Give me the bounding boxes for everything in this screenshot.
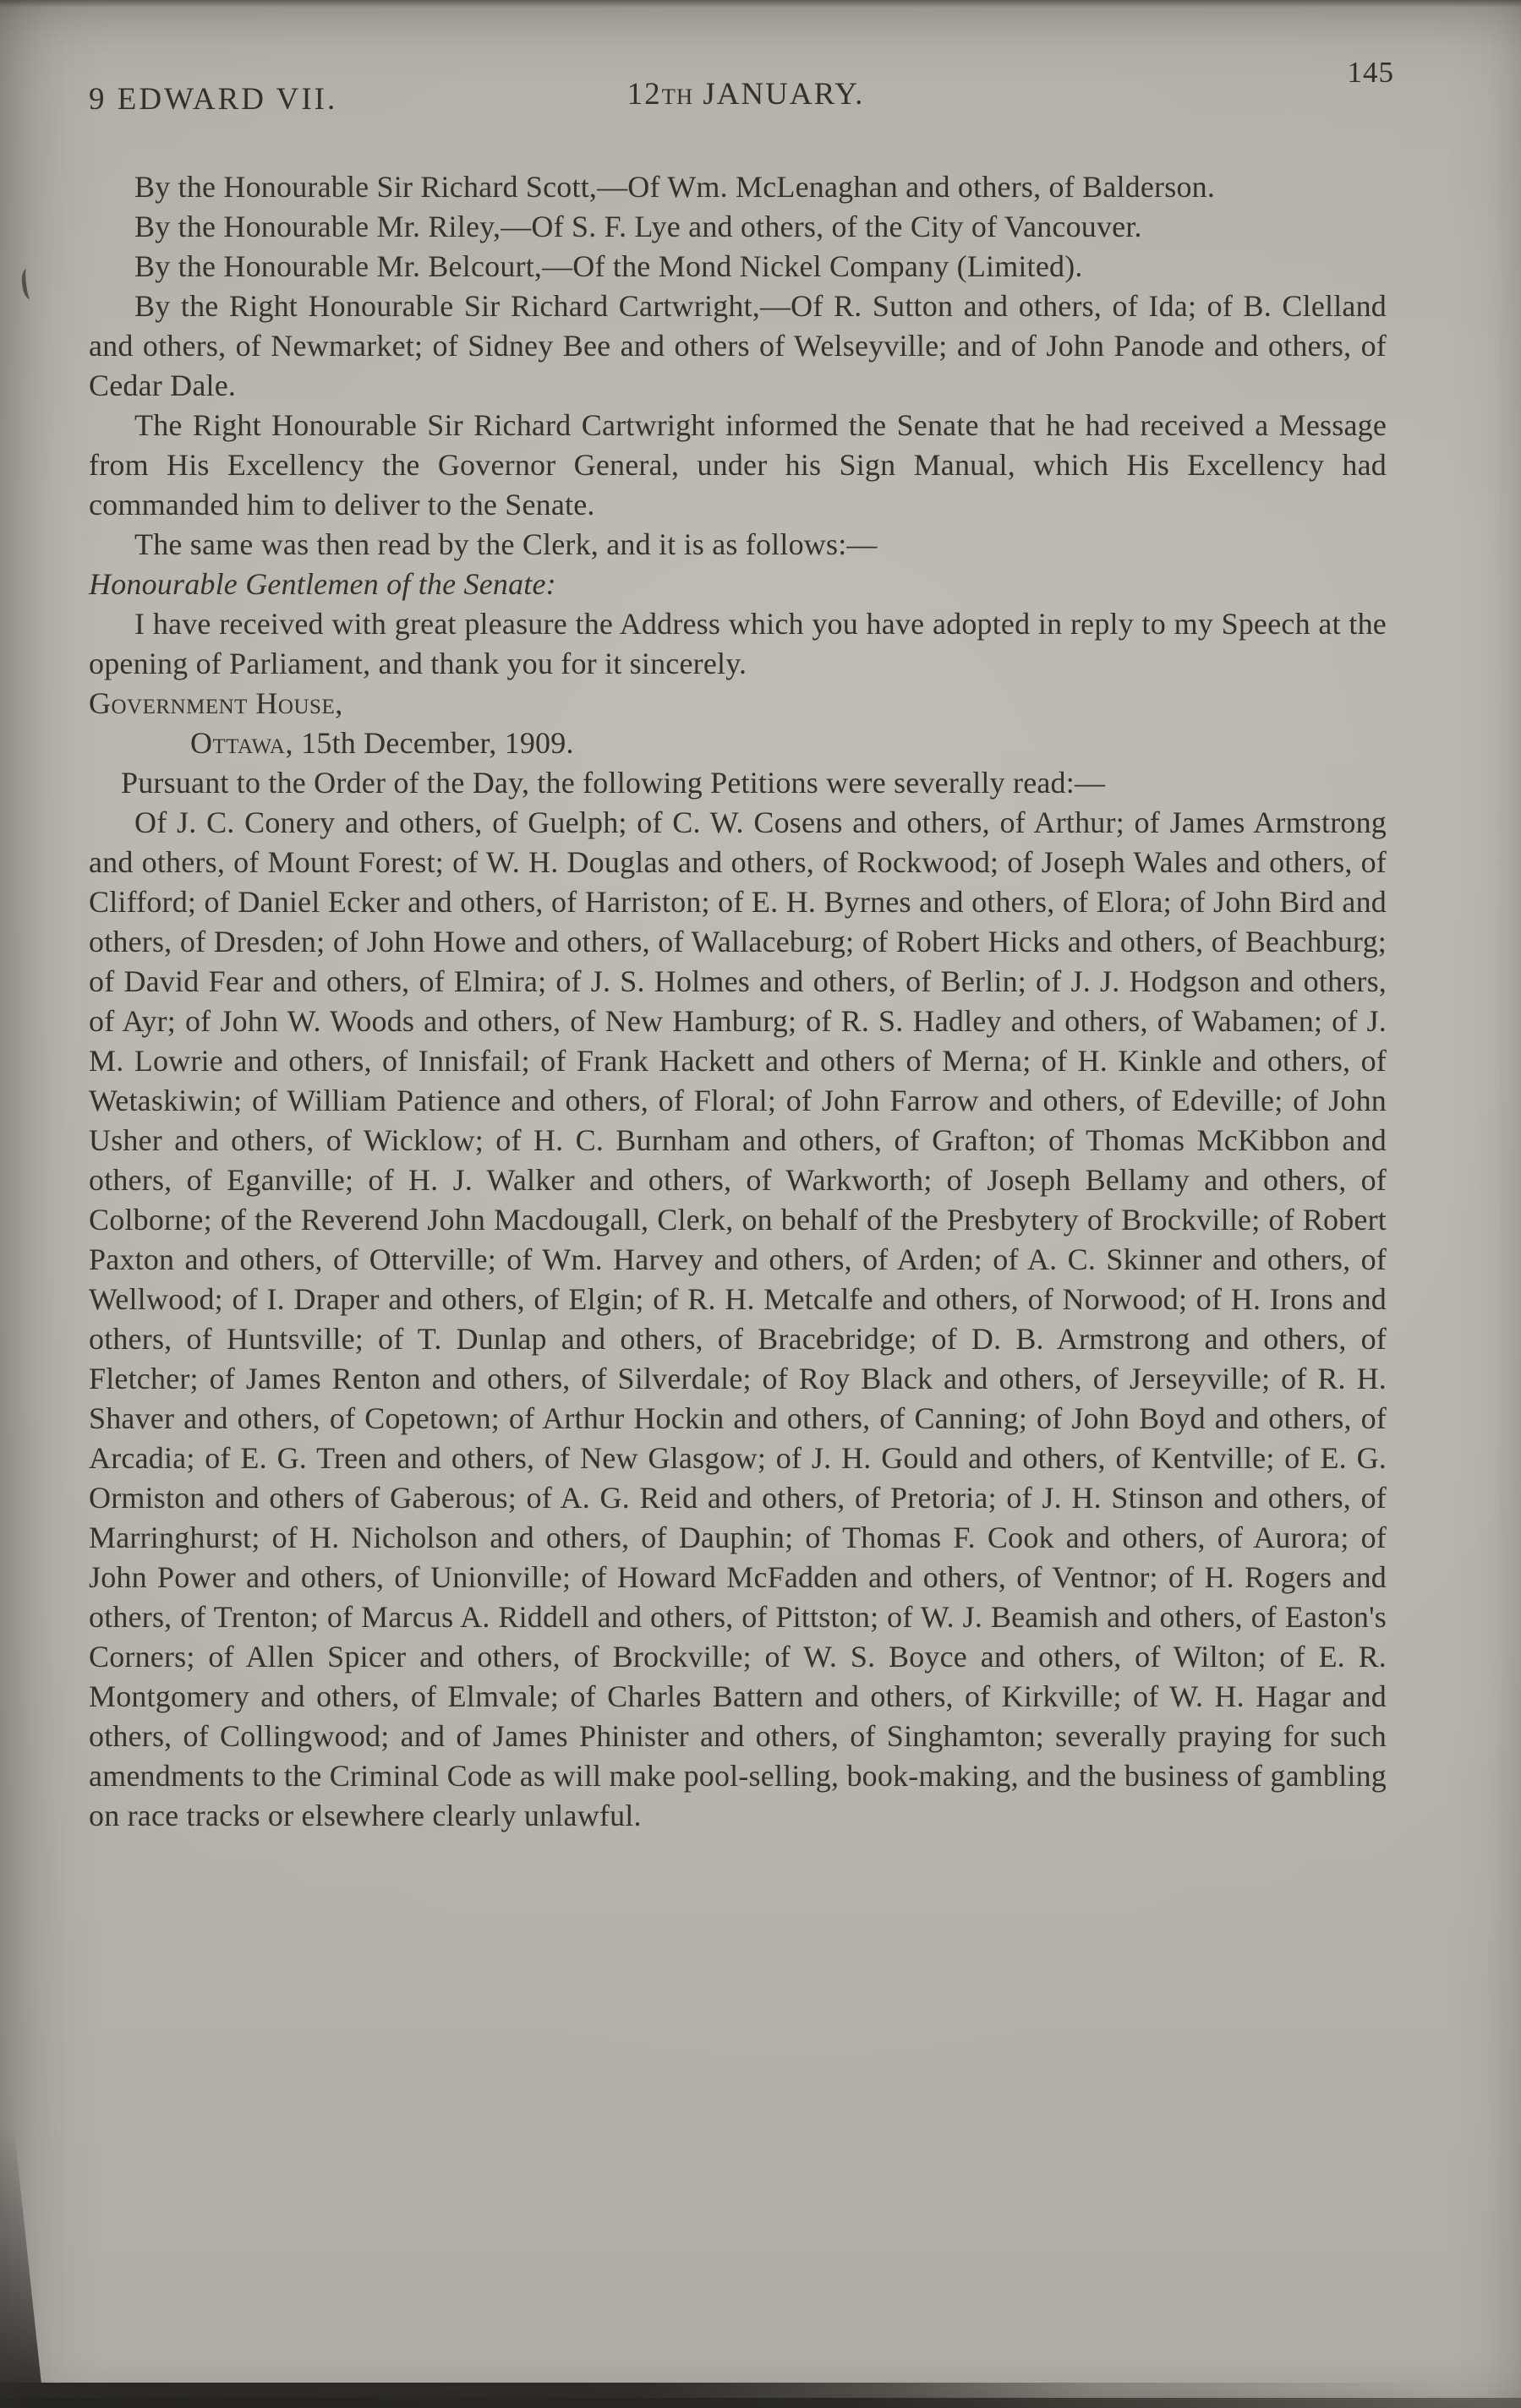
paragraph-message-body: I have received with great pleasure the Address which you have adopted in reply to my Speech at the opening of Parliament, and thank you for it sincerely. <box>89 607 1387 680</box>
paragraph-presented-cartwright: By the Right Honourable Sir Richard Cartwright,—Of R. Sutton and others, of Ida; of B. Clelland and others, of Newmarket; of Sidney Bee and others of Welseyville; and of John Panode and others, of Cedar Dale. <box>89 289 1387 402</box>
header-day-number: 12 <box>626 77 662 112</box>
paragraph-presented-riley: By the Honourable Mr. Riley,—Of S. F. Lye and others, of the City of Vancouver. <box>134 210 1142 243</box>
paragraph-pursuant: Pursuant to the Order of the Day, the following Petitions were severally read:— <box>121 766 1106 800</box>
page-corner-shadow <box>0 2121 44 2408</box>
paragraph-presented-belcourt: By the Honourable Mr. Belcourt,—Of the Mond Nickel Company (Limited). <box>134 249 1083 283</box>
paragraph-presented-scott: By the Honourable Sir Richard Scott,—Of Wm. McLenaghan and others, of Balderson. <box>134 170 1216 204</box>
header-sitting-date <box>89 76 1403 112</box>
message-salutation: Honourable Gentlemen of the Senate: <box>89 567 556 601</box>
page-number: 145 <box>1347 56 1394 89</box>
header-day-ordinal: TH <box>661 84 694 109</box>
page-body <box>89 167 1387 1836</box>
paragraph-read-by-clerk: The same was then read by the Clerk, and it is as follows:— <box>134 527 878 561</box>
dateline-place: Ottawa, <box>190 726 293 760</box>
header-month: JANUARY. <box>693 77 865 112</box>
dateline-place-date <box>89 723 1387 763</box>
dateline-org <box>89 684 1387 723</box>
dateline-org-name: Government House, <box>89 686 343 720</box>
page-edge-bottom-line <box>0 2398 1521 2408</box>
paragraph-message-intro: The Right Honourable Sir Richard Cartwright informed the Senate that he had received a Message from His Excellency the Governor General, under his Sign Manual, which His Excellency had commanded him to deliver to the Senate. <box>89 408 1387 521</box>
ink-smudge-mark <box>20 268 36 300</box>
header-regnal-year: 9 EDWARD VII. <box>89 82 338 117</box>
paragraph-petitions-list: Of J. C. Conery and others, of Guelph; of C. W. Cosens and others, of Arthur; of James Armstrong and others, of Mount Forest; of W. H. Douglas and others, of Rockwood; of Joseph Wales and others, of Clifford; of Daniel Ecker and others, of Harriston; of E. H. Byrnes and others, of Elora; of John Bird and others, of Dresden; of John Howe and others, of Wallaceburg; of Robert Hicks and others, of Beachburg; of David Fear and others, of Elmira; of J. S. Holmes and others, of Berlin; of J. J. Hodgson and others, of Ayr; of John W. Woods and others, of New Hamburg; of R. S. Hadley and others, of Wabamen; of J. M. Lowrie and others, of Innisfail; of Frank Hackett and others of Merna; of H. Kinkle and others, of Wetaskiwin; of William Patience and others, of Floral; of John Farrow and others, of Edeville; of John Usher and others, of Wicklow; of H. C. Burnham and others, of Grafton; of Thomas McKibbon and others, of Eganville; of H. J. Walker and others, of Warkworth; of Joseph Bellamy and others, of Colborne; of the Reverend John Macdougall, Clerk, on behalf of the Presbytery of Brockville; of Robert Paxton and others, of Otterville; of Wm. Harvey and others, of Arden; of A. C. Skinner and others, of Wellwood; of I. Draper and others, of Elgin; of R. H. Metcalfe and others, of Norwood; of H. Irons and others, of Huntsville; of T. Dunlap and others, of Bracebridge; of D. B. Armstrong and others, of Fletcher; of James Renton and others, of Silverdale; of Roy Black and others, of Jerseyville; of R. H. Shaver and others, of Copetown; of Arthur Hockin and others, of Canning; of John Boyd and others, of Arcadia; of E. G. Treen and others, of New Glasgow; of J. H. Gould and others, of Kentville; of E. G. Ormiston and others of Gaberous; of A. G. Reid and others, of Pretoria; of J. H. Stinson and others, of Marringhurst; of H. Nicholson and others, of Dauphin; of Thomas F. Cook and others, of Aurora; of John Power and others, of Unionville; of Howard McFadden and others, of Ventnor; of H. Rogers and others, of Trenton; of Marcus A. Riddell and others, of Pittston; of W. J. Beamish and others, of Easton's Corners; of Allen Spicer and others, of Brockville; of W. S. Boyce and others, of Wilton; of E. R. Montgomery and others, of Elmvale; of Charles Battern and others, of Kirkville; of W. H. Hagar and others, of Collingwood; and of James Phinister and others, of Singhamton; severally praying for such amendments to the Criminal Code as will make pool-selling, book-making, and the business of gambling on race tracks or elsewhere clearly unlawful. <box>89 805 1387 1832</box>
page-edge-top-shadow <box>0 0 1521 8</box>
dateline-date: 15th December, 1909. <box>293 726 574 760</box>
running-header <box>89 56 1403 118</box>
